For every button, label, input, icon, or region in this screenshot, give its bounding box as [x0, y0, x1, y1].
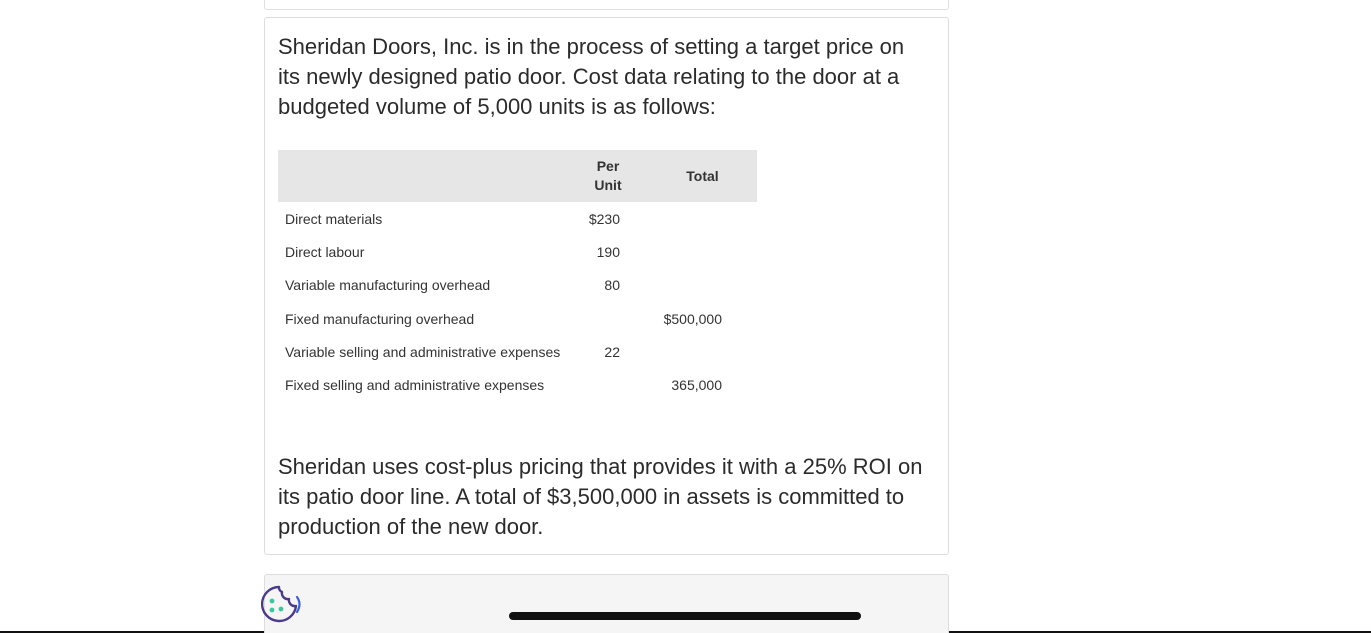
row-per-unit-value: 190	[596, 243, 620, 260]
row-item-label: Variable selling and administrative expenses	[285, 343, 561, 360]
row-item-label: Direct materials	[285, 210, 383, 227]
row-item-label: Direct labour	[285, 243, 365, 260]
header-per-unit-line2: Unit	[594, 177, 622, 193]
table-row	[278, 368, 757, 401]
cost-data-table	[278, 150, 757, 402]
table-header-row	[278, 150, 757, 202]
table-row	[278, 302, 757, 335]
row-total-value	[648, 269, 757, 302]
row-per-unit-value	[568, 368, 648, 401]
row-total-value: $500,000	[663, 310, 722, 327]
row-per-unit-value	[568, 302, 648, 335]
question-card	[264, 17, 949, 555]
table-row	[278, 235, 757, 268]
header-per-unit-line1: Per	[596, 158, 620, 174]
row-per-unit-value: 80	[604, 277, 620, 294]
previous-card-edge	[264, 0, 949, 10]
row-total-value	[648, 202, 757, 235]
row-total-value: 365,000	[671, 377, 722, 394]
cookie-settings-button[interactable]	[259, 584, 305, 624]
row-total-value	[648, 235, 757, 268]
row-item-label: Fixed manufacturing overhead	[285, 310, 475, 327]
question-closing-text: Sheridan uses cost-plus pricing that provides it with a 25% ROI on its patio door line. A total of $3,500,000 in assets is committed to production of the new door.	[278, 454, 923, 539]
question-intro-text: Sheridan Doors, Inc. is in the process of setting a target price on its newly designed patio door. Cost data relating to the door at a budgeted volume of 5,000 units is as follows:	[278, 34, 905, 119]
row-item-label: Variable manufacturing overhead	[285, 277, 491, 294]
header-item	[278, 150, 568, 202]
home-indicator-bar	[509, 612, 861, 620]
next-card	[264, 574, 949, 633]
header-total: Total	[686, 167, 719, 184]
header-per-unit	[568, 150, 648, 202]
row-total-value	[648, 335, 757, 368]
cookie-icon	[259, 584, 305, 624]
table-row	[278, 202, 757, 235]
table-row	[278, 269, 757, 302]
row-item-label: Fixed selling and administrative expenses	[285, 377, 545, 394]
table-row	[278, 335, 757, 368]
row-per-unit-value: $230	[588, 210, 620, 227]
row-per-unit-value: 22	[604, 343, 620, 360]
